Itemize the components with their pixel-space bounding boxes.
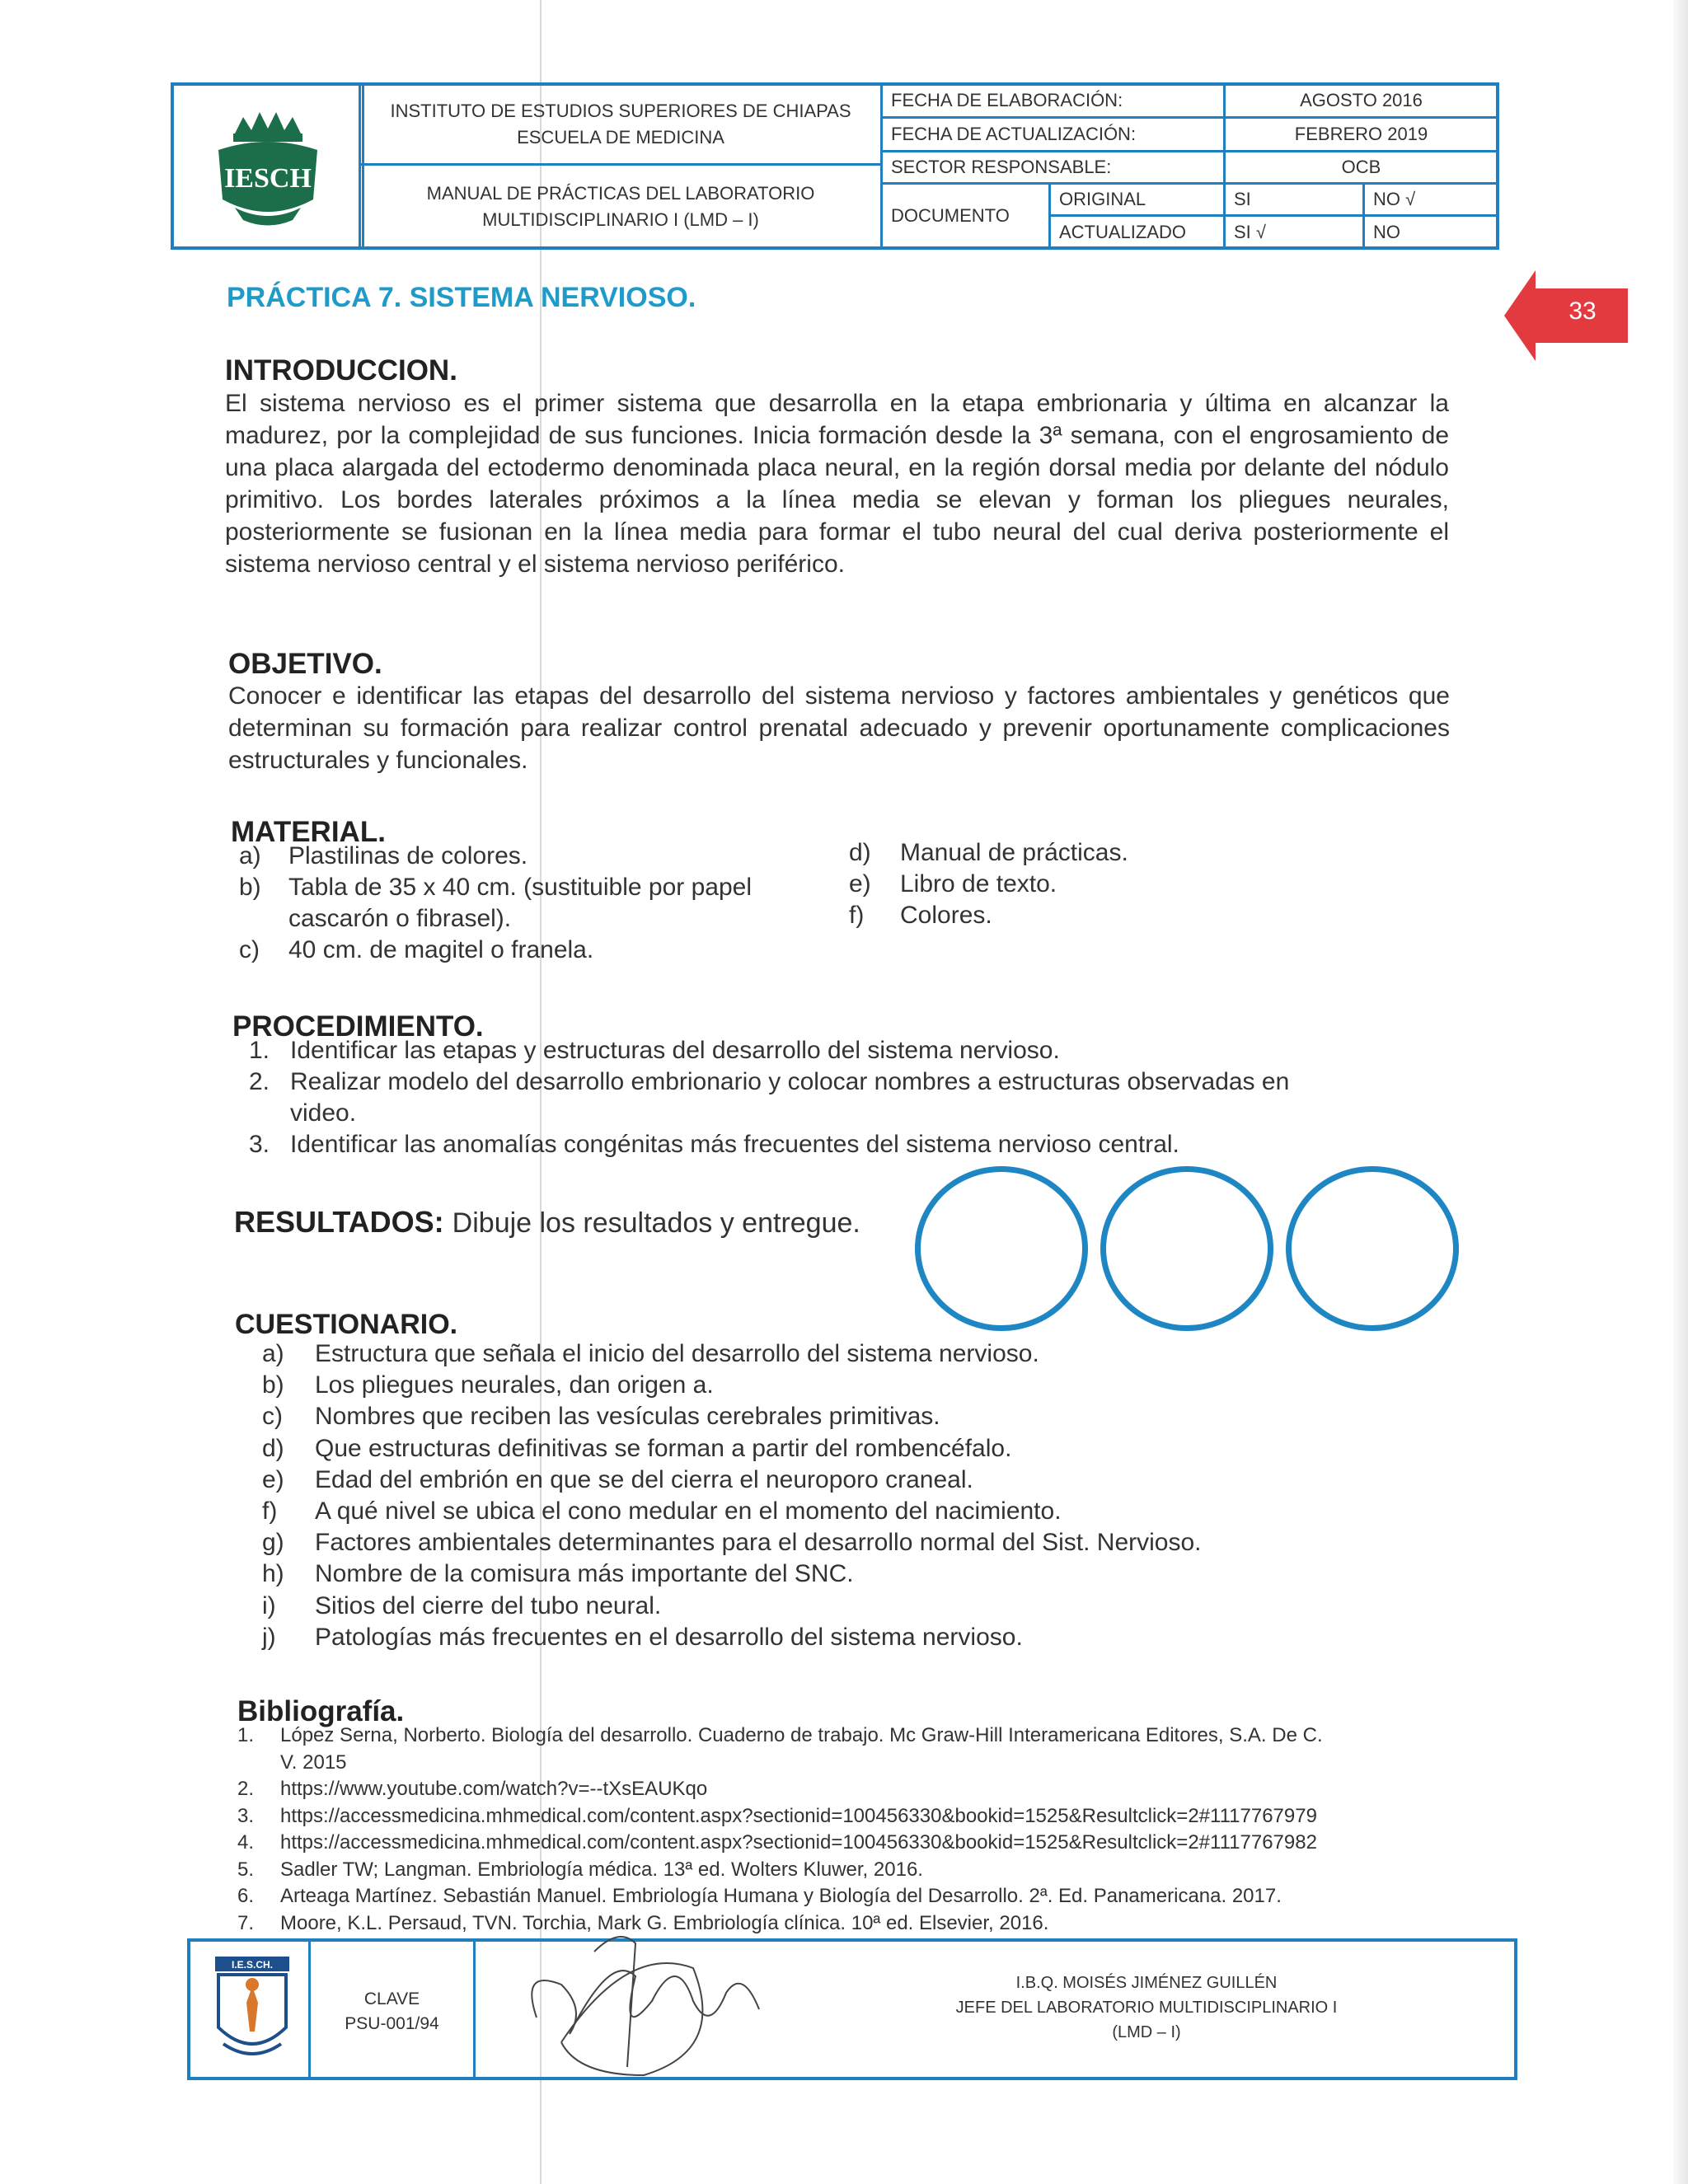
question-item-text: Nombre de la comisura más importante del SNC. (315, 1560, 854, 1588)
fecha-act-value: FEBRERO 2019 (1223, 116, 1499, 152)
question-item (262, 1560, 854, 1588)
material-item-text: 40 cm. de magitel o franela. (288, 936, 594, 963)
question-item (262, 1497, 1062, 1526)
material-item (239, 905, 511, 933)
procedure-step-marker: 1. (249, 1037, 270, 1064)
bibliography-entry-text: https://www.youtube.com/watch?v=--tXsEAUKqo (280, 1778, 708, 1800)
fecha-elab-label: FECHA DE ELABORACIÓN: (880, 82, 1226, 119)
material-item-text: Colores. (900, 902, 992, 929)
logo-lettering: IESCH (224, 162, 312, 194)
bibliography-entry-marker: 3. (237, 1804, 255, 1827)
original-si: SI (1223, 182, 1365, 217)
seal-icon (207, 1953, 298, 2069)
question-item (262, 1592, 661, 1620)
procedure-step (249, 1099, 356, 1127)
question-item-text: Los pliegues neurales, dan origen a. (315, 1371, 714, 1399)
crown-logo-icon (202, 101, 334, 232)
cuestionario-heading: CUESTIONARIO. (235, 1309, 458, 1340)
bibliography-entry (237, 1805, 1317, 1828)
signature-icon (512, 1919, 776, 2083)
fecha-act-label: FECHA DE ACTUALIZACIÓN: (880, 116, 1226, 152)
bibliography-entry-text: V. 2015 (280, 1750, 347, 1774)
question-item-text: Sitios del cierre del tubo neural. (315, 1591, 662, 1619)
objetivo-heading: OBJETIVO. (228, 648, 382, 680)
question-item-marker: g) (262, 1529, 284, 1557)
question-item (262, 1624, 1023, 1652)
clave-block (311, 1987, 473, 2036)
bibliography-entry-marker: 5. (237, 1858, 255, 1881)
sector-label: SECTOR RESPONSABLE: (880, 150, 1226, 185)
intro-text: El sistema nervioso es el primer sistema que desarrolla en la etapa embrionaria y última en alcanzar la madurez, por la complejidad de sus funciones. Inicia formación desde la 3ª semana, con el engrosamiento de una placa alargada del ectodermo denominada placa neural, en la región dorsal media por delante del nódulo primitivo. Los bordes laterales próximos a la línea media se elevan y forman los pliegues neurales, posteriormente se fusionan en la línea media para formar el tubo neural del cual deriva posteriormente el sistema nervioso central y el sistema nervioso periférico. (225, 390, 1449, 578)
institute-name: INSTITUTO DE ESTUDIOS SUPERIORES DE CHIAPAS (390, 100, 851, 121)
procedure-step-text: Realizar modelo del desarrollo embrionario y colocar nombres a estructuras observadas en (290, 1068, 1290, 1095)
bibliography-entry (237, 1885, 1282, 1908)
drawing-circle-2 (1100, 1166, 1273, 1331)
bibliography-entry-text: https://accessmedicina.mhmedical.com/content.aspx?sectionid=100456330&bookid=1525&Resultclick=2#1117767982 (280, 1831, 1317, 1854)
procedure-step (249, 1131, 1179, 1159)
material-item (239, 842, 528, 870)
objetivo-text: Conocer e identificar las etapas del desarrollo del sistema nervioso y factores ambientales y genéticos que determinan su formación para realizar control prenatal adecuado y prevenir oportunamente complicaciones estructurales y funcionales. (228, 682, 1450, 774)
bibliography-entry-text: Arteaga Martínez. Sebastián Manuel. Embriología Humana y Biología del Desarrollo. 2ª. Ed. Panamericana. 2017. (280, 1885, 1282, 1907)
question-item-marker: h) (262, 1560, 284, 1588)
procedure-step (249, 1037, 1060, 1065)
bibliography-entry-marker: 4. (237, 1831, 255, 1854)
question-item-marker: i) (262, 1591, 276, 1619)
question-item-text: Factores ambientales determinantes para el desarrollo normal del Sist. Nervioso. (315, 1529, 1202, 1557)
procedure-step (249, 1068, 1289, 1096)
material-item-marker: d) (849, 839, 871, 866)
bibliography-entry-marker: 2. (237, 1778, 255, 1800)
drawing-circle-3 (1286, 1166, 1459, 1331)
actualizado-no: NO (1362, 214, 1499, 250)
original-label: ORIGINAL (1048, 182, 1226, 217)
responsible-lab: (LMD – I) (1112, 2023, 1181, 2041)
material-item-text: Tabla de 35 x 40 cm. (sustituible por papel (288, 874, 752, 901)
bibliography-entry-marker: 6. (237, 1885, 255, 1907)
material-item-marker: b) (239, 874, 261, 901)
manual-title-1: MANUAL DE PRÁCTICAS DEL LABORATORIO (426, 182, 815, 204)
bibliography-entry-text: https://accessmedicina.mhmedical.com/content.aspx?sectionid=100456330&bookid=1525&Resultclick=2#1117767979 (280, 1804, 1317, 1827)
material-item (849, 902, 992, 930)
material-item (239, 874, 752, 902)
bibliography-entry (237, 1724, 1323, 1747)
responsible-name: I.B.Q. MOISÉS JIMÉNEZ GUILLÉN (1015, 1974, 1278, 1992)
fecha-elab-value: AGOSTO 2016 (1223, 82, 1499, 119)
question-item (262, 1340, 1039, 1368)
documento-label: DOCUMENTO (880, 182, 1051, 250)
page-number-tab (1504, 276, 1628, 342)
actualizado-si: SI √ (1223, 214, 1365, 250)
bibliography-entry (237, 1778, 707, 1801)
procedure-step-marker: 3. (249, 1131, 270, 1158)
question-item-text: Estructura que señala el inicio del desarrollo del sistema nervioso. (315, 1340, 1039, 1367)
material-item-text: Plastilinas de colores. (288, 842, 528, 869)
bibliography-entry-text: López Serna, Norberto. Biología del desarrollo. Cuaderno de trabajo. Mc Graw-Hill Interamericana Editores, S.A. De C. (280, 1724, 1323, 1746)
institute-cell (359, 82, 883, 166)
original-no: NO √ (1362, 182, 1499, 217)
material-item-text: cascarón o fibrasel). (288, 905, 512, 932)
material-item (849, 870, 1057, 898)
material-item (239, 936, 593, 964)
practice-title: PRÁCTICA 7. SISTEMA NERVIOSO. (227, 282, 696, 313)
material-item-marker: a) (239, 842, 261, 869)
material-item-marker: f) (849, 902, 865, 929)
procedure-step-text: Identificar las etapas y estructuras del desarrollo del sistema nervioso. (290, 1037, 1060, 1064)
manual-cell (359, 163, 883, 250)
resultados-text: Dibuje los resultados y entregue. (452, 1207, 860, 1239)
bibliography-entry (237, 1751, 347, 1774)
school-name: ESCUELA DE MEDICINA (517, 126, 724, 148)
intro-heading: INTRODUCCION. (225, 354, 457, 387)
question-item (262, 1529, 1202, 1557)
question-item-text: Nombres que reciben las vesículas cerebrales primitivas. (315, 1403, 940, 1431)
question-item (262, 1371, 714, 1399)
page-edge (1673, 0, 1688, 2184)
question-item-text: A qué nivel se ubica el cono medular en el momento del nacimiento. (315, 1497, 1062, 1525)
question-item-marker: d) (262, 1434, 284, 1462)
question-item (262, 1403, 940, 1431)
question-item-text: Patologías más frecuentes en el desarrollo del sistema nervioso. (315, 1623, 1023, 1651)
question-item-marker: c) (262, 1403, 283, 1431)
iesch-seal (207, 1953, 298, 2069)
procedure-step-text: Identificar las anomalías congénitas más frecuentes del sistema nervioso central. (290, 1131, 1179, 1158)
procedure-step-marker: 2. (249, 1068, 270, 1095)
question-item (262, 1466, 973, 1494)
question-item-marker: a) (262, 1340, 284, 1367)
question-item-marker: j) (262, 1623, 276, 1651)
responsible-role: JEFE DEL LABORATORIO MULTIDISCIPLINARIO I (955, 1999, 1338, 2017)
question-item (262, 1435, 1011, 1463)
drawing-circle-1 (915, 1166, 1088, 1331)
material-item (849, 839, 1128, 867)
procedimiento-heading: PROCEDIMIENTO. (232, 1010, 484, 1043)
bibliography-entry (237, 1831, 1317, 1854)
clave-label: CLAVE (363, 1990, 420, 2008)
question-item-text: Edad del embrión en que se del cierra el neuroporo craneal. (315, 1465, 973, 1493)
clave-value: PSU-001/94 (345, 2014, 439, 2033)
resultados-line (234, 1205, 860, 1240)
bibliography-entry-marker: 1. (237, 1724, 255, 1746)
actualizado-label: ACTUALIZADO (1048, 214, 1226, 250)
document-header-table (171, 82, 1499, 250)
seal-lettering: I.E.S.CH. (231, 1959, 274, 1971)
bibliography-entry-marker: 7. (237, 1911, 255, 1934)
material-item-marker: e) (849, 870, 871, 898)
material-item-text: Libro de texto. (900, 870, 1057, 898)
question-item-marker: e) (262, 1465, 284, 1493)
responsible-block (932, 1971, 1361, 2045)
iesch-logo (174, 86, 364, 246)
material-item-marker: c) (239, 936, 260, 963)
bibliography-entry-text: Sadler TW; Langman. Embriología médica. 13ª ed. Wolters Kluwer, 2016. (280, 1858, 923, 1881)
question-item-marker: f) (262, 1497, 278, 1525)
material-item-text: Manual de prácticas. (900, 839, 1128, 866)
resultados-heading: RESULTADOS: (234, 1205, 444, 1239)
manual-title-2: MULTIDISCIPLINARIO I (LMD – I) (482, 209, 759, 230)
bibliografia-heading: Bibliografía. (237, 1695, 405, 1727)
bibliography-entry (237, 1858, 923, 1882)
question-item-text: Que estructuras definitivas se forman a partir del rombencéfalo. (315, 1434, 1012, 1462)
sector-value: OCB (1223, 150, 1499, 185)
material-heading: MATERIAL. (231, 816, 386, 848)
footer-table (187, 1938, 1517, 2080)
bibliography-entry-text: Moore, K.L. Persaud, TVN. Torchia, Mark G. Embriología clínica. 10ª ed. Elsevier, 2016. (280, 1911, 1049, 1934)
page-number: 33 (1568, 298, 1597, 325)
procedure-step-text: video. (290, 1099, 357, 1127)
question-item-marker: b) (262, 1371, 284, 1399)
